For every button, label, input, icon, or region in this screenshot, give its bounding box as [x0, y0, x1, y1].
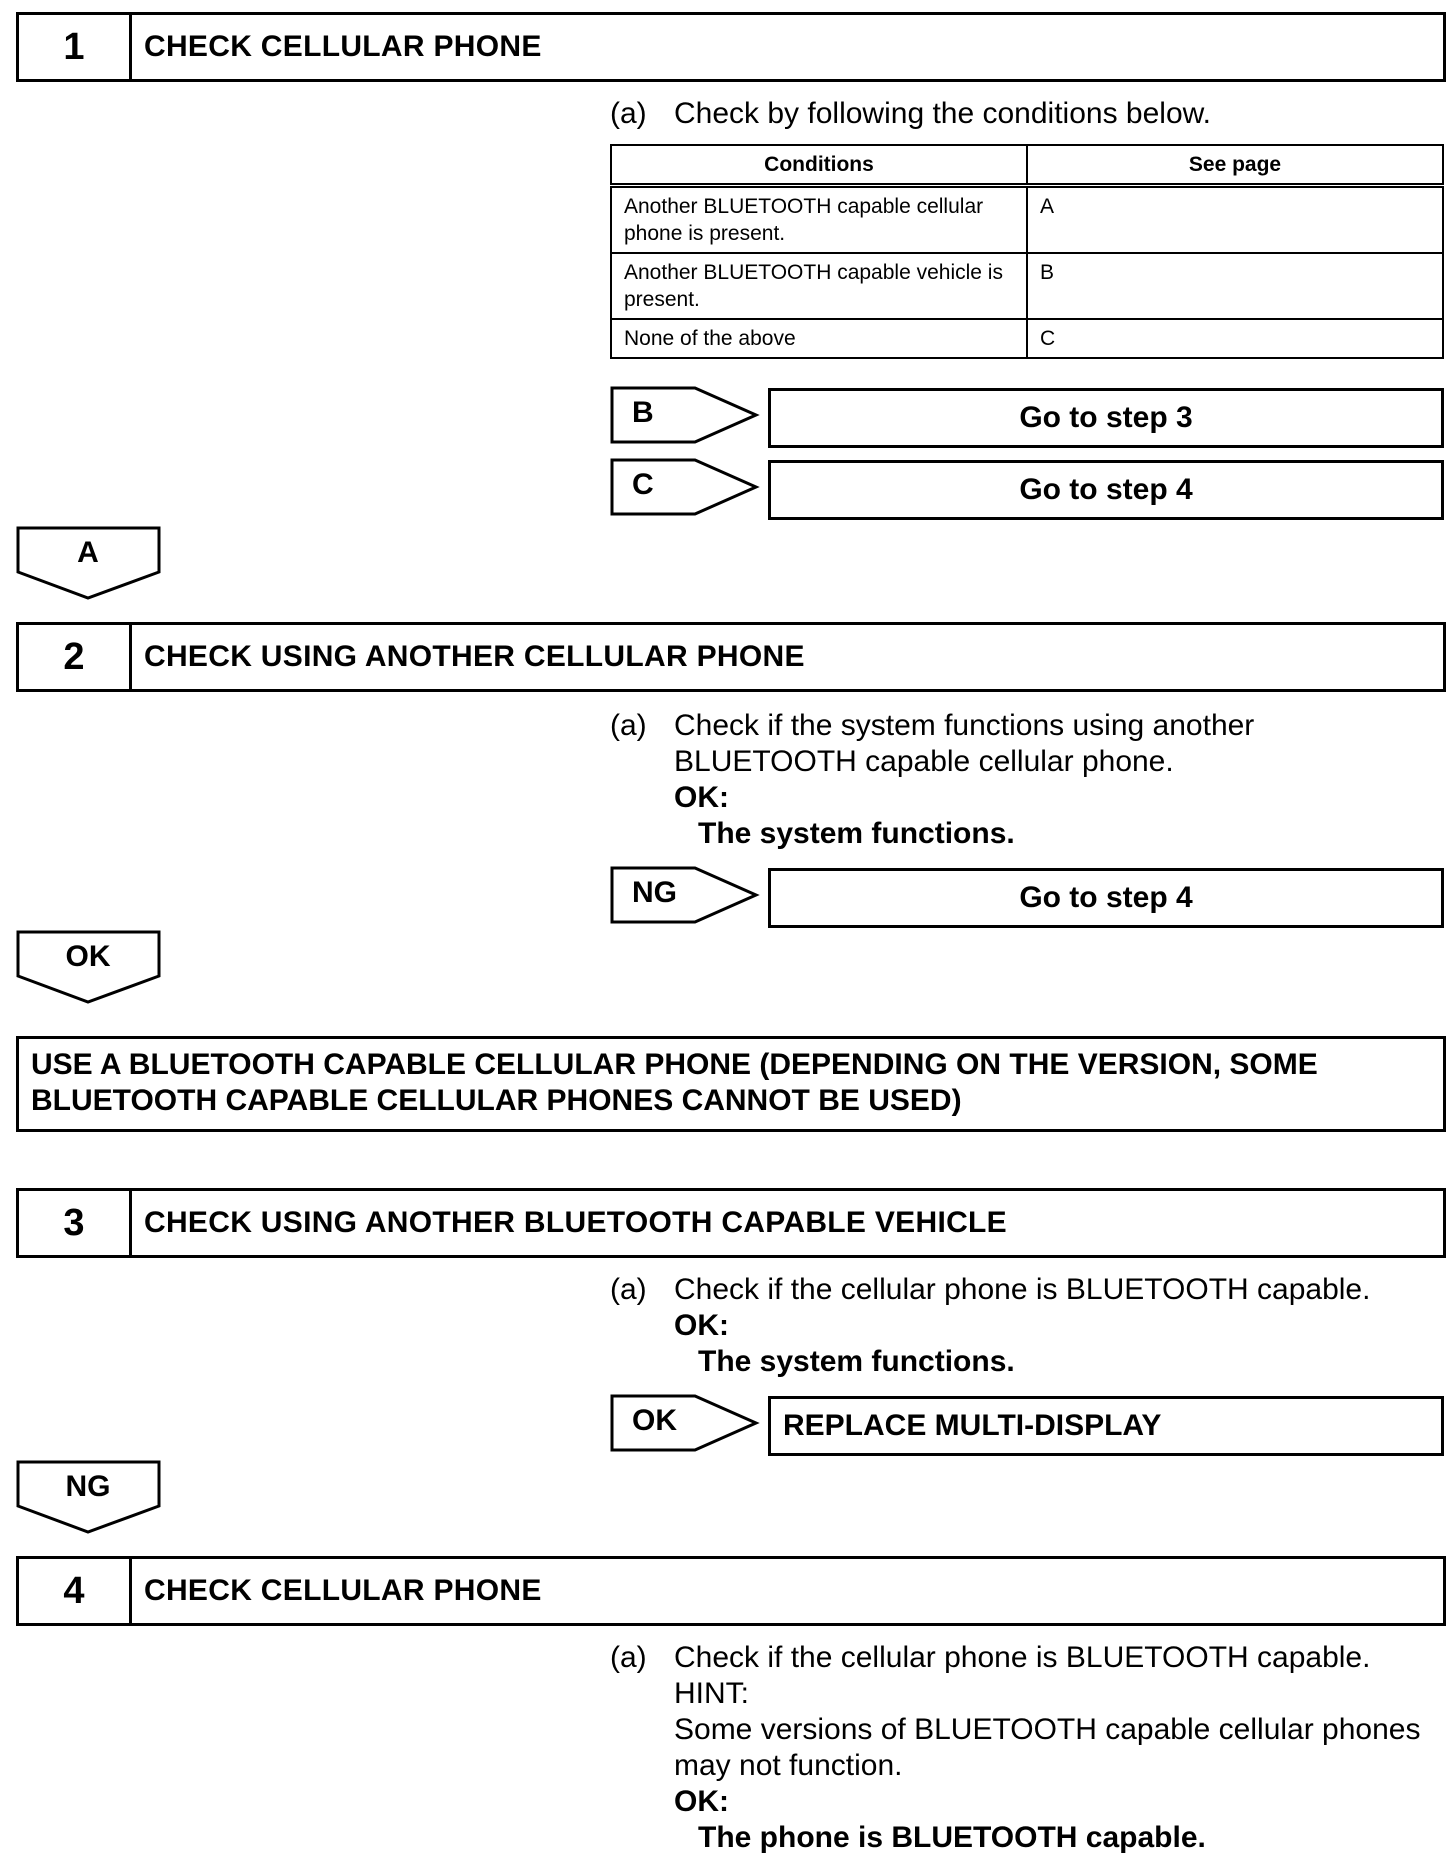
instruction-label: (a) — [610, 1641, 647, 1674]
step-1-instruction — [610, 96, 1440, 136]
ok-text: The system functions. — [698, 817, 1015, 850]
step-2-title: CHECK USING ANOTHER CELLULAR PHONE — [144, 640, 805, 673]
step-2-header — [16, 622, 1446, 692]
result-tag-b: B — [610, 386, 760, 446]
step-1-header — [16, 12, 1446, 82]
table-header-conditions: Conditions — [611, 145, 1027, 186]
instruction-text: Check by following the conditions below. — [674, 97, 1211, 130]
ok-text: The system functions. — [698, 1345, 1015, 1378]
table-cell-see: B — [1027, 253, 1443, 319]
result-tag-ng: NG — [610, 866, 760, 926]
flow-tag-ok: OK — [16, 930, 162, 1006]
ok-text: The phone is BLUETOOTH capable. — [698, 1821, 1206, 1854]
table-row — [611, 319, 1443, 358]
step-4-number: 4 — [19, 1559, 132, 1623]
ok-label: OK: — [674, 1785, 729, 1818]
table-cell-condition: None of the above — [611, 319, 1027, 358]
instruction-text: Check if the system functions using another BLUETOOTH capable cellular phone. — [674, 709, 1255, 778]
hint-text: Some versions of BLUETOOTH capable cellular phones may not function. — [674, 1713, 1421, 1782]
conditions-table-wrap — [610, 144, 1444, 359]
table-cell-condition: Another BLUETOOTH capable cellular phone is present. — [611, 186, 1027, 254]
step-4-instruction — [610, 1640, 1440, 1862]
hint-label: HINT: — [674, 1677, 749, 1710]
goto-step-4-box[interactable]: Go to step 4 — [768, 868, 1444, 928]
table-cell-see: C — [1027, 319, 1443, 358]
step-2-number: 2 — [19, 625, 132, 689]
table-cell-see: A — [1027, 186, 1443, 254]
flow-tag-a: A — [16, 526, 162, 602]
step-3-title: CHECK USING ANOTHER BLUETOOTH CAPABLE VEHICLE — [144, 1206, 1007, 1239]
result-tag-ok: OK — [610, 1394, 760, 1454]
instruction-label: (a) — [610, 97, 647, 130]
table-header-see-page: See page — [1027, 145, 1443, 186]
step-3-header — [16, 1188, 1446, 1258]
instruction-label: (a) — [610, 1273, 647, 1306]
result-tag-c: C — [610, 458, 760, 518]
ok-label: OK: — [674, 781, 729, 814]
table-row — [611, 186, 1443, 254]
instruction-label: (a) — [610, 709, 647, 742]
replace-multi-display-box[interactable]: REPLACE MULTI-DISPLAY — [768, 1396, 1444, 1456]
instruction-text: Check if the cellular phone is BLUETOOTH capable. — [674, 1273, 1371, 1306]
ok-label: OK: — [674, 1309, 729, 1342]
flow-tag-ng: NG — [16, 1460, 162, 1536]
step-4-title: CHECK CELLULAR PHONE — [144, 1574, 542, 1607]
goto-step-4-box[interactable]: Go to step 4 — [768, 460, 1444, 520]
step-1-number: 1 — [19, 15, 132, 79]
table-cell-condition: Another BLUETOOTH capable vehicle is present. — [611, 253, 1027, 319]
step-4-header — [16, 1556, 1446, 1626]
table-row — [611, 253, 1443, 319]
step-3-instruction — [610, 1272, 1440, 1388]
step-1-title: CHECK CELLULAR PHONE — [144, 30, 542, 63]
step-3-number: 3 — [19, 1191, 132, 1255]
step-2-instruction — [610, 708, 1440, 858]
final-action-box: USE A BLUETOOTH CAPABLE CELLULAR PHONE (DEPENDING ON THE VERSION, SOME BLUETOOTH CAPABLE CELLULAR PHONES CANNOT BE USED) — [16, 1036, 1446, 1132]
conditions-table — [610, 144, 1444, 359]
goto-step-3-box[interactable]: Go to step 3 — [768, 388, 1444, 448]
instruction-text: Check if the cellular phone is BLUETOOTH capable. — [674, 1641, 1371, 1674]
